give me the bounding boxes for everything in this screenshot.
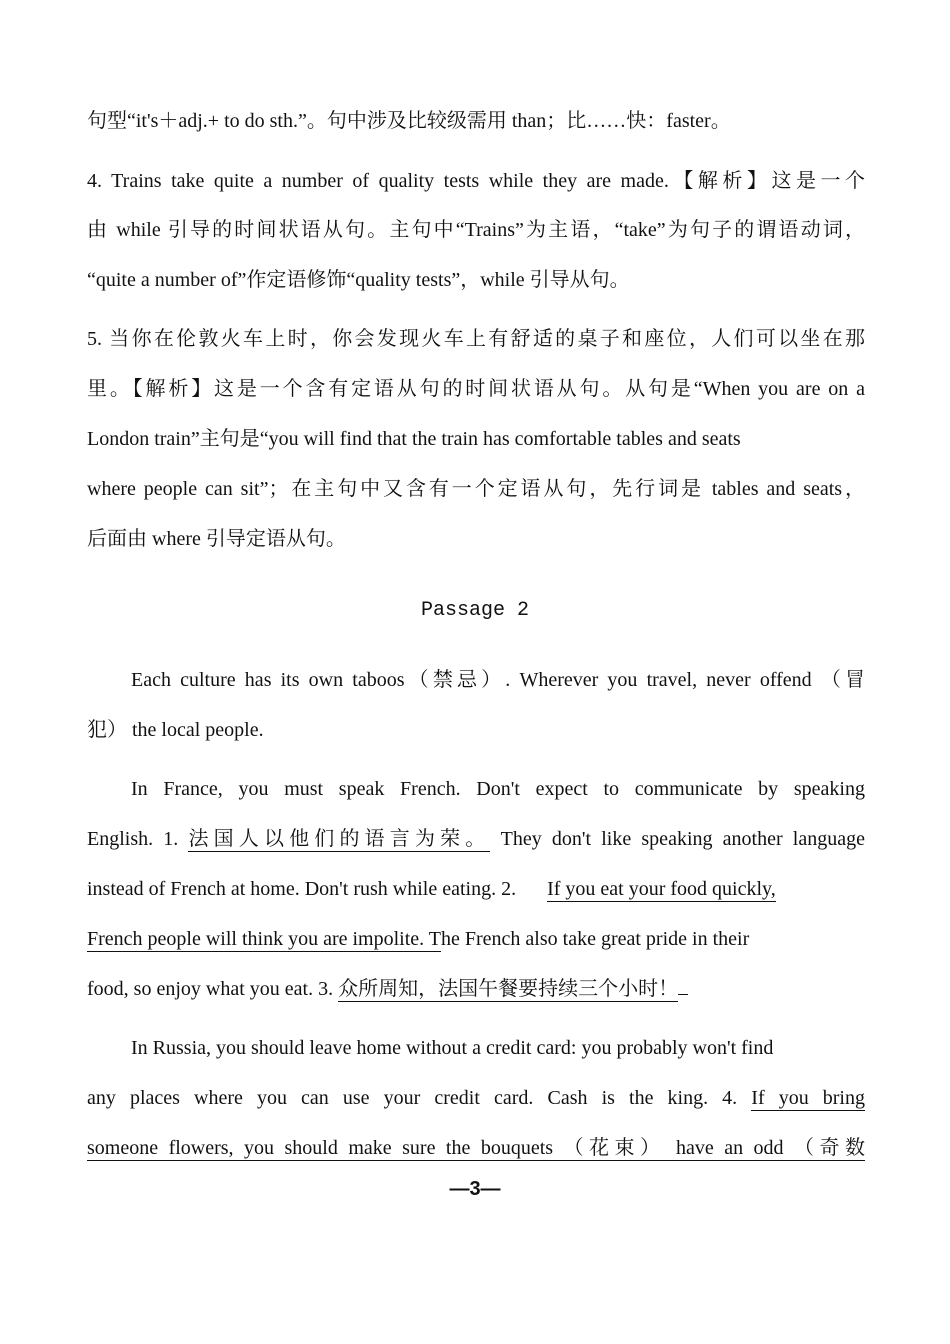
answer-4-continued: someone flowers, you should make sure the bouquets （花束） have an odd （奇数 <box>87 1137 865 1159</box>
passage-text: instead of French at home. Don't rush while eating. 2. <box>87 878 522 900</box>
passage-line <box>87 874 865 904</box>
page-number: —3— <box>449 1178 501 1200</box>
text-line: 里。【解析】这是一个含有定语从句的时间状语从句。从句是“When you are on a <box>87 378 865 400</box>
text-line: 5. 当你在伦敦火车上时，你会发现火车上有舒适的桌子和座位，人们可以坐在那 <box>87 328 865 350</box>
answer-2-continued: French people will think you are impolite. T <box>87 928 442 950</box>
passage-line: Each culture has its own taboos（禁忌）. Wherever you travel, never offend （冒 <box>131 669 865 691</box>
answer-4: If you bring <box>751 1087 865 1109</box>
passage-title: Passage 2 <box>420 599 530 622</box>
passage-text: food, so enjoy what you eat. 3. <box>87 978 339 1000</box>
passage-text: English. 1. <box>87 828 189 850</box>
passage-line <box>87 974 865 1004</box>
text-line: London train”主句是“you will find that the train has comfortable tables and seats <box>87 428 741 450</box>
passage-text: They don't like speaking another language <box>490 828 865 850</box>
answer-3: 众所周知，法国午餐要持续三个小时！ <box>338 978 679 1000</box>
text-line: “quite a number of”作定语修饰“quality tests”，while 引导从句。 <box>87 269 630 291</box>
passage-line <box>87 1083 865 1113</box>
passage-text: any places where you can use your credit card. Cash is the king. 4. <box>87 1087 752 1109</box>
text-line: 后面由 where 引导定语从句。 <box>87 528 346 550</box>
answer-1: 法国人以他们的语言为荣。 <box>188 828 491 850</box>
passage-line: 犯） the local people. <box>87 719 264 741</box>
passage-line: In France, you must speak French. Don't expect to communicate by speaking <box>131 778 865 800</box>
text-line: 4. Trains take quite a number of quality tests while they are made.【解析】这是一个 <box>87 170 865 192</box>
passage-line <box>87 924 865 954</box>
answer-2: If you eat your food quickly, <box>547 878 776 900</box>
text-line: 由 while 引导的时间状语从句。主句中“Trains”为主语，“take”为句子的谓语动词， <box>87 219 865 241</box>
passage-line <box>87 824 865 854</box>
passage-line: In Russia, you should leave home without a credit card: you probably won't find <box>131 1037 774 1059</box>
text-line: 句型“it's＋adj.+ to do sth.”。句中涉及比较级需用 than；比……快：faster。 <box>87 110 731 132</box>
passage-text: he French also take great pride in their <box>441 928 750 950</box>
passage-line <box>87 1133 865 1163</box>
text-line: where people can sit”；在主句中又含有一个定语从句，先行词是 tables and seats， <box>87 478 865 500</box>
